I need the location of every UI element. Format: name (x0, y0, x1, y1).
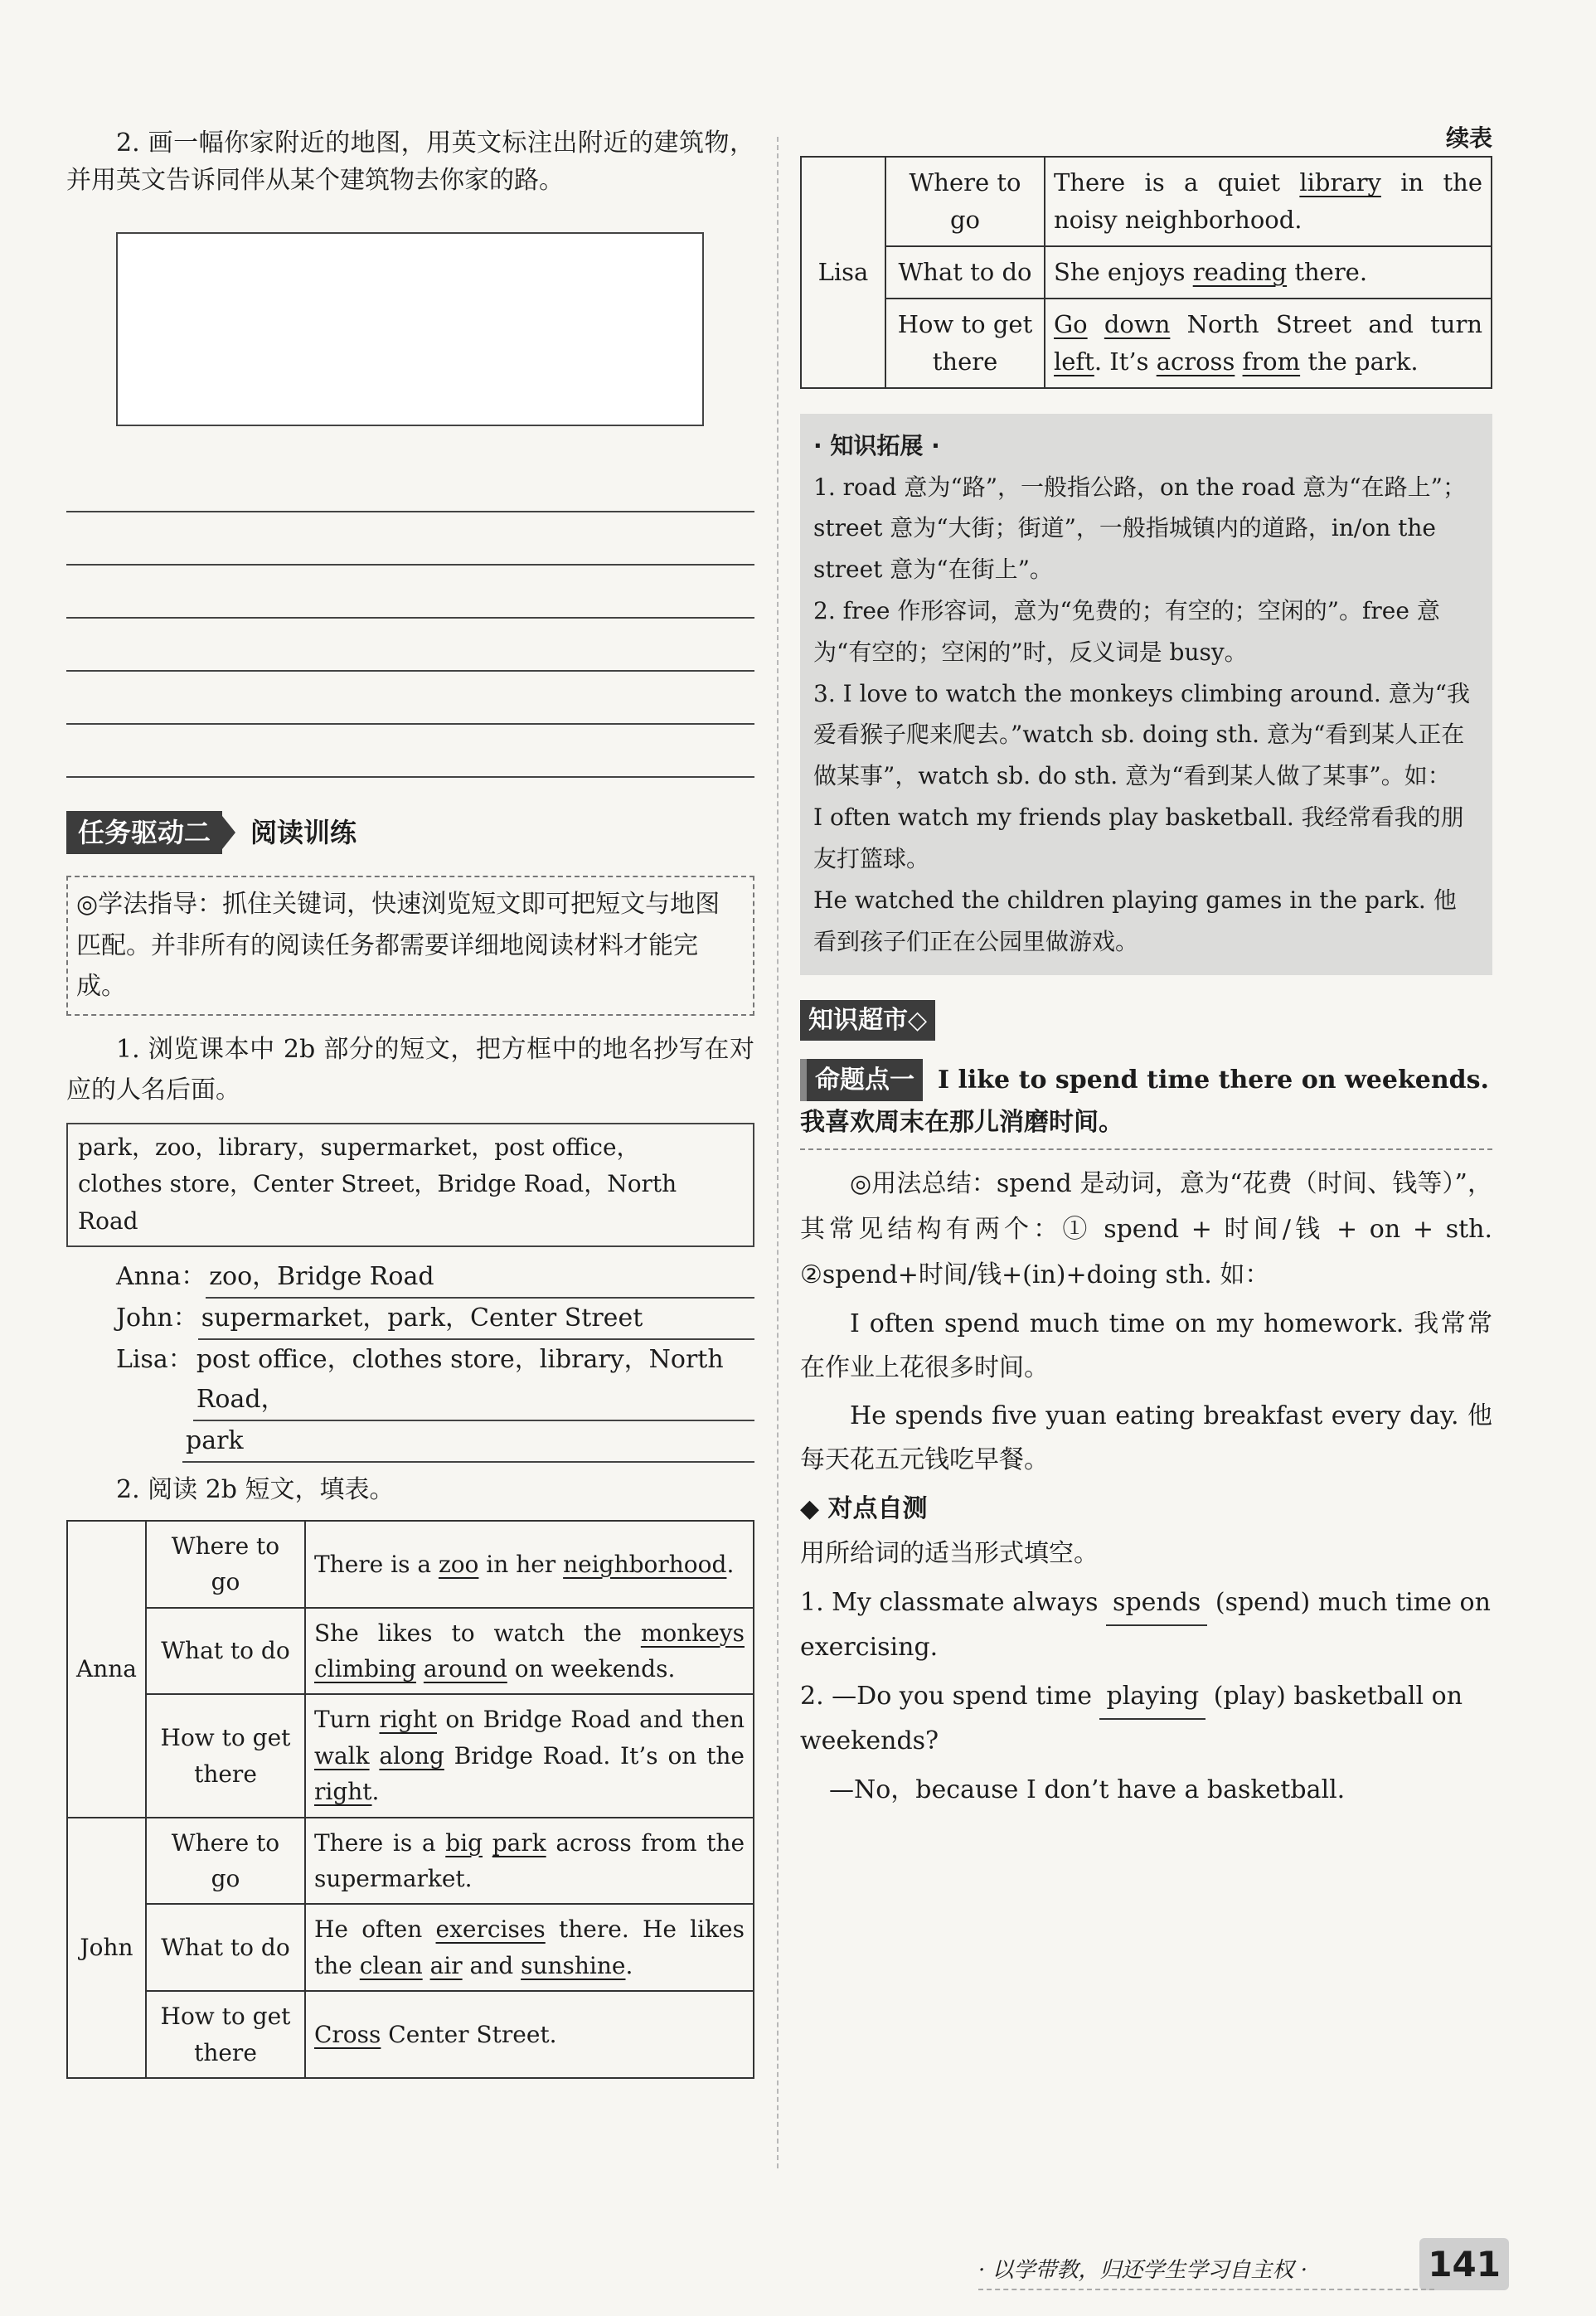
fill-blank[interactable]: spends (1106, 1581, 1207, 1627)
table-answer-cell[interactable]: Cross Center Street. (305, 1991, 754, 2078)
page-footer (978, 2243, 1509, 2289)
writing-line[interactable] (66, 566, 754, 619)
answer-name: Lisa： (116, 1344, 193, 1374)
writing-line[interactable] (66, 459, 754, 512)
table-name-cell: John (67, 1818, 146, 2078)
test-point-tag: 命题点一 (800, 1059, 923, 1101)
right-column (800, 124, 1492, 1812)
table-question-cell: How to get there (885, 299, 1045, 388)
table-question-cell: How to get there (146, 1991, 305, 2078)
answer-fill[interactable]: zoo，Bridge Road (206, 1257, 754, 1299)
table-question-cell: What to do (885, 246, 1045, 299)
map-task-prompt: 2. 画一幅你家附近的地图，用英文标注出附近的建筑物，并用英文告诉同伴从某个建筑物去你家的路。 (66, 129, 754, 195)
writing-line[interactable] (66, 672, 754, 725)
table-question-cell: What to do (146, 1904, 305, 1991)
usage-example: He spends five yuan eating breakfast every day. 他每天花五元钱吃早餐。 (800, 1401, 1492, 1474)
writing-line[interactable] (66, 619, 754, 672)
self-check-q2-reply: —No，because I don’t have a basketball. (829, 1775, 1346, 1804)
self-check-instruction: 用所给词的适当形式填空。 (800, 1539, 1099, 1569)
task-title: 阅读训练 (250, 817, 357, 848)
footer-rule (978, 2289, 1434, 2290)
table-answer-cell[interactable]: There is a quiet library in the noisy neighborhood. (1045, 157, 1492, 246)
table-answer-cell[interactable]: She enjoys reading there. (1045, 246, 1492, 299)
table-question-cell: Where to go (885, 157, 1045, 246)
table-question-cell: Where to go (146, 1818, 305, 1905)
drawing-box[interactable] (116, 232, 704, 426)
question-2: 2. 阅读 2b 短文，填表。 (116, 1474, 395, 1504)
test-point (800, 1059, 1492, 1150)
left-column (66, 124, 754, 2079)
answer-row-anna (116, 1257, 754, 1299)
answer-fill[interactable]: supermarket，park，Center Street (198, 1299, 754, 1340)
table-answer-cell[interactable]: She likes to watch the monkeys climbing around on weekends. (305, 1608, 754, 1695)
continued-label: 续表 (1445, 124, 1492, 152)
column-divider (777, 137, 779, 2168)
self-check-header: ◆ 对点自测 (800, 1494, 928, 1524)
answer-fill[interactable]: park (182, 1421, 754, 1463)
writing-line[interactable] (66, 512, 754, 566)
table-answer-cell[interactable]: There is a big park across from the supermarket. (305, 1818, 754, 1905)
extension-item: 2. free 作形容词，意为“免费的；有空的；空闲的”。free 意为“有空的；空闲的”时，反义词是 busy。 (813, 597, 1440, 666)
test-point-text: I like to spend time there on weekends. 我喜欢周末在那儿消磨时间。 (800, 1066, 1489, 1138)
extension-example: He watched the children playing games in the park. 他看到孩子们正在公园里做游戏。 (813, 886, 1457, 955)
word-box (66, 1123, 754, 1247)
page-number: 141 (1419, 2238, 1509, 2290)
extension-item: 3. I love to watch the monkeys climbing around. 意为“我爱看猴子爬来爬去。”watch sb. doing sth. 意为“看到某人正在做某事”，watch sb. do sth. 意为“看到某人做了某事”。如： (813, 679, 1470, 790)
answer-row-lisa (116, 1340, 754, 1421)
answer-row-lisa-cont (182, 1421, 754, 1463)
extension-title: · 知识拓展 · (813, 431, 940, 459)
knowledge-market-header: 知识超市◇ (800, 1000, 935, 1041)
word-box-line-2: clothes store，Center Street，Bridge Road，North Road (78, 1170, 677, 1236)
table-name-cell: Lisa (801, 157, 885, 388)
answer-row-john (116, 1299, 754, 1340)
answer-fill[interactable]: post office，clothes store，library，North Road， (193, 1340, 754, 1421)
writing-line[interactable] (66, 725, 754, 778)
fill-blank[interactable]: playing (1099, 1675, 1205, 1721)
answer-list (66, 1257, 754, 1463)
question-1: 1. 浏览课本中 2b 部分的短文，把方框中的地名抄写在对应的人名后面。 (66, 1034, 754, 1105)
table-question-cell: What to do (146, 1608, 305, 1695)
task-tag: 任务驱动二 (66, 811, 222, 854)
table-answer-cell[interactable]: There is a zoo in her neighborhood. (305, 1521, 754, 1608)
table-answer-cell[interactable]: Turn right on Bridge Road and then walk along Bridge Road. It’s on the right. (305, 1694, 754, 1817)
arrow-icon (222, 816, 235, 849)
answer-name: John： (116, 1303, 198, 1333)
usage-summary: ◎用法总结：spend 是动词，意为“花费（时间、钱等）”，其常见结构有两个：① spend + 时间/钱 + on + sth. ②spend+时间/钱+(in)+doing sth. 如： (800, 1169, 1492, 1289)
answer-name: Anna： (116, 1261, 206, 1291)
study-tip-box (66, 876, 754, 1016)
table-question-cell: How to get there (146, 1694, 305, 1817)
table-answer-cell[interactable]: He often exercises there. He likes the clean air and sunshine. (305, 1904, 754, 1991)
study-tip-text: ◎学法指导：抓住关键词，快速浏览短文即可把短文与地图匹配。并非所有的阅读任务都需要详细地阅读材料才能完成。 (76, 890, 720, 1001)
knowledge-extension-box (800, 414, 1492, 976)
table-name-cell: Anna (67, 1521, 146, 1818)
self-check-q1: 1. My classmate always spends (spend) much time on exercising. (800, 1581, 1492, 1670)
reading-table-continued (800, 156, 1492, 389)
footer-slogan: · 以学带教，归还学生学习自主权 · (978, 2258, 1308, 2283)
self-check-q2: 2. —Do you spend time playing (play) basketball on weekends? (800, 1675, 1492, 1764)
word-box-line-1: park，zoo，library，supermarket，post office， (78, 1133, 640, 1161)
task-header (66, 811, 754, 854)
extension-item: 1. road 意为“路”，一般指公路，on the road 意为“在路上”；street 意为“大街；街道”，一般指城镇内的道路，in/on the street 意为“在街上”。 (813, 473, 1466, 584)
extension-example: I often watch my friends play basketball. 我经常看我的朋友打篮球。 (813, 804, 1464, 872)
reading-table (66, 1520, 754, 2079)
usage-example: I often spend much time on my homework. 我常常在作业上花很多时间。 (800, 1309, 1492, 1382)
table-answer-cell[interactable]: Go down North Street and turn left. It’s across from the park. (1045, 299, 1492, 388)
writing-lines (66, 459, 754, 778)
table-question-cell: Where to go (146, 1521, 305, 1608)
